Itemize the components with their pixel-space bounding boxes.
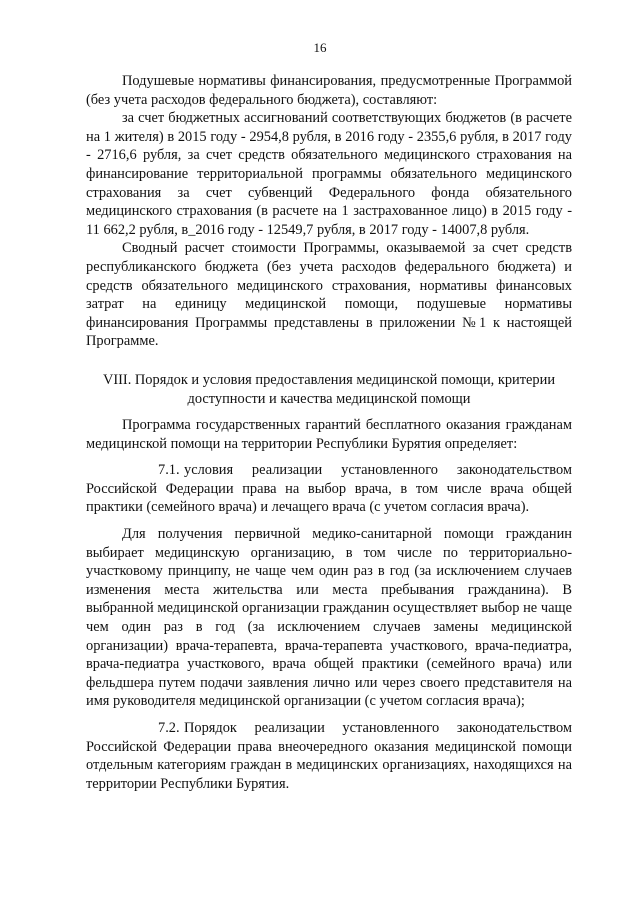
list-item [86, 719, 572, 793]
section-heading-line-1: VIII. Порядок и условия предоставления медицинской помощи, критерии [102, 371, 556, 388]
paragraph-consolidated-cost: Сводный расчет стоимости Программы, оказываемой за счет средств республиканского бюджета (без учета расходов федерального бюджета) и средств обязательного медицинского страхования, нормативы финансовых затрат на единицу медицинской помощи, подушевые нормативы финансирования Программы представлены в приложении №1 к настоящей Программе. [86, 240, 572, 350]
item-text: условия реализации установленного законодательством Российской Федерации права на выбор врача, в том числе врача общей практики (семейного врача) и лечащего врача (с учетом согласия врача). [86, 462, 572, 516]
paragraph-program-defines: Программа государственных гарантий бесплатного оказания гражданам медицинской помощи на территории Республики Бурятия определяет: [86, 417, 572, 452]
section-heading [86, 371, 572, 408]
paragraph-budget-standards: за счет бюджетных ассигнований соответствующих бюджетов (в расчете на 1 жителя) в 2015 году - 2954,8 рубля, в 2016 году - 2355,6 рубля, в 2017 году - 2716,6 рубля, за счет средств обязательного медицинского страхования на финансирование территориальной программы обязательного медицинского страхования за счет субвенций Федерального фонда обязательного медицинского страхования (в расчете на 1 застрахованное лицо) в 2015 году - 11 662,2 рубля, в_2016 году - 12549,7 рубля, в 2017 году - 14007,8 рубля. [86, 110, 572, 238]
item-number: 7.1. [158, 462, 180, 479]
item-number: 7.2. [158, 720, 180, 736]
item-text: Порядок реализации установленного законодательством Российской Федерации права внеочередного оказания медицинской помощи отдельным категориям граждан в медицинских организациях, находящихся на территории Республики Бурятия. [86, 720, 572, 792]
paragraph-primary-care-choice: Для получения первичной медико-санитарной помощи гражданин выбирает медицинскую организацию, в том числе по территориально-участковому принципу, не чаще чем один раз в год (за исключением случаев изменения места жительства или места пребывания гражданина). В выбранной медицинской организации гражданин осуществляет выбор не чаще чем один раз в год (за исключением случаев замены медицинской организации) врача-терапевта, врача-терапевта участкового, врача-педиатра, врача-педиатра участкового, врача общей практики (семейного врача) или фельдшера путем подачи заявления лично или через своего представителя на имя руководителя медицинской организации (с учетом согласия врача); [86, 526, 572, 710]
page-number: 16 [313, 40, 327, 55]
section-heading-line-2: доступности и качества медицинской помощи [187, 390, 471, 407]
paragraph-per-capita-intro: Подушевые нормативы финансирования, предусмотренные Программой (без учета расходов федерального бюджета), составляют: [86, 73, 572, 108]
document-body [86, 72, 572, 793]
list-item [86, 461, 572, 517]
